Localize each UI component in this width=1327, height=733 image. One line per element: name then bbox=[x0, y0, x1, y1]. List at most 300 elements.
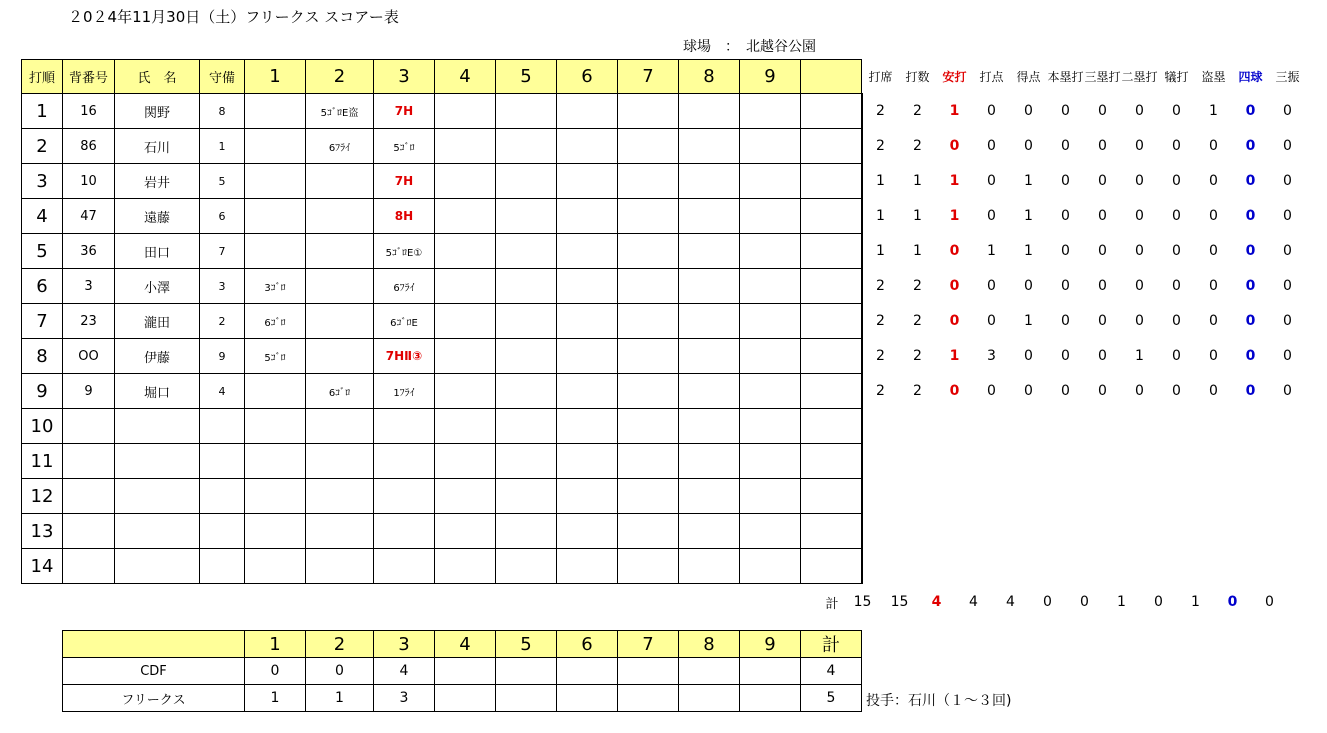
at-bat-result bbox=[618, 199, 679, 234]
at-bat-result bbox=[496, 129, 557, 164]
stat-value: 0 bbox=[1283, 137, 1292, 154]
stat-value: 0 bbox=[1172, 137, 1181, 154]
inning-runs bbox=[435, 658, 496, 685]
at-bat-result bbox=[245, 479, 306, 514]
total-runs: 5 bbox=[801, 685, 862, 712]
batting-order: 7 bbox=[22, 304, 63, 339]
at-bat-result: 6ｺﾞﾛ bbox=[306, 374, 374, 409]
batter-row bbox=[22, 479, 863, 514]
stat-value: 0 bbox=[987, 172, 996, 189]
stat-value: 0 bbox=[1172, 172, 1181, 189]
at-bat-result bbox=[245, 444, 306, 479]
stat-value: 0 bbox=[1135, 207, 1144, 224]
at-bat-result bbox=[618, 374, 679, 409]
player-name: 遠藤 bbox=[115, 199, 200, 234]
batting-order: 12 bbox=[22, 479, 63, 514]
total-value: 1 bbox=[1191, 594, 1200, 610]
stat-value: 0 bbox=[1135, 242, 1144, 259]
batting-order: 11 bbox=[22, 444, 63, 479]
stat-value: 0 bbox=[1135, 312, 1144, 329]
stat-value: 0 bbox=[1024, 382, 1033, 399]
stat-value: 0 bbox=[1245, 242, 1256, 259]
stat-value: 0 bbox=[1098, 172, 1107, 189]
stat-value: 0 bbox=[1209, 242, 1218, 259]
inning-runs: 3 bbox=[374, 685, 435, 712]
at-bat-result bbox=[496, 374, 557, 409]
at-bat-result bbox=[740, 339, 801, 374]
at-bat-result bbox=[435, 304, 496, 339]
at-bat-result bbox=[245, 129, 306, 164]
at-bat-result bbox=[740, 129, 801, 164]
batter-row bbox=[22, 304, 863, 339]
inning-runs bbox=[435, 685, 496, 712]
stats-row bbox=[862, 338, 1306, 373]
stat-value: 0 bbox=[1061, 312, 1070, 329]
at-bat-result bbox=[496, 234, 557, 269]
at-bat-result-hit: 7H bbox=[374, 94, 435, 129]
stat-value: 0 bbox=[1172, 207, 1181, 224]
stat-header: 得点 bbox=[1016, 70, 1041, 84]
at-bat-result: 6ﾌﾗｲ bbox=[306, 129, 374, 164]
stat-header: 三振 bbox=[1275, 70, 1300, 84]
total-value: 4 bbox=[969, 594, 978, 610]
stat-value: 0 bbox=[949, 137, 960, 154]
total-value: 15 bbox=[890, 594, 909, 610]
at-bat-result bbox=[801, 129, 862, 164]
stat-value: 0 bbox=[949, 242, 960, 259]
stat-value: 0 bbox=[1061, 242, 1070, 259]
team-name: フリークス bbox=[63, 685, 245, 712]
stat-value: 1 bbox=[1024, 242, 1033, 259]
inning-runs bbox=[679, 658, 740, 685]
fielding-position: 7 bbox=[200, 234, 245, 269]
at-bat-result bbox=[679, 234, 740, 269]
total-runs: 4 bbox=[801, 658, 862, 685]
inning-runs bbox=[496, 685, 557, 712]
header-inning: 2 bbox=[306, 60, 374, 94]
at-bat-result bbox=[618, 129, 679, 164]
at-bat-result bbox=[679, 479, 740, 514]
stats-row bbox=[862, 93, 1306, 128]
batting-order: 5 bbox=[22, 234, 63, 269]
batter-row bbox=[22, 549, 863, 584]
at-bat-result bbox=[557, 269, 618, 304]
uniform-number: 86 bbox=[63, 129, 115, 164]
at-bat-result bbox=[740, 549, 801, 584]
stat-header: 本塁打 bbox=[1047, 70, 1084, 84]
at-bat-result bbox=[245, 374, 306, 409]
page-title: ２0２4年11月30日（土）フリークス スコアー表 bbox=[68, 8, 399, 26]
fielding-position: 6 bbox=[200, 199, 245, 234]
at-bat-result bbox=[306, 514, 374, 549]
batting-order: 4 bbox=[22, 199, 63, 234]
inning-runs: 1 bbox=[245, 685, 306, 712]
at-bat-result bbox=[618, 339, 679, 374]
header-inning: 3 bbox=[374, 60, 435, 94]
inning-runs bbox=[679, 685, 740, 712]
at-bat-result bbox=[496, 444, 557, 479]
stat-header: 安打 bbox=[942, 70, 967, 84]
at-bat-result bbox=[496, 339, 557, 374]
fielding-position bbox=[200, 479, 245, 514]
at-bat-result bbox=[740, 374, 801, 409]
player-name: 田口 bbox=[115, 234, 200, 269]
stat-value: 0 bbox=[1098, 312, 1107, 329]
at-bat-result bbox=[618, 164, 679, 199]
player-name: 石川 bbox=[115, 129, 200, 164]
at-bat-result bbox=[740, 269, 801, 304]
at-bat-result bbox=[862, 549, 863, 584]
batting-order: 10 bbox=[22, 409, 63, 444]
batter-row bbox=[22, 269, 863, 304]
at-bat-result bbox=[496, 549, 557, 584]
fielding-position: 8 bbox=[200, 94, 245, 129]
batter-row bbox=[22, 129, 863, 164]
at-bat-result bbox=[862, 409, 863, 444]
batter-row bbox=[22, 339, 863, 374]
stat-value: 1 bbox=[913, 207, 922, 224]
at-bat-result bbox=[557, 234, 618, 269]
at-bat-result bbox=[496, 514, 557, 549]
header-inning bbox=[801, 60, 862, 94]
stat-value: 0 bbox=[1024, 137, 1033, 154]
stat-header: 打数 bbox=[905, 70, 930, 84]
at-bat-result bbox=[679, 94, 740, 129]
at-bat-result bbox=[496, 199, 557, 234]
stats-row bbox=[862, 268, 1306, 303]
linescore-header: 8 bbox=[679, 631, 740, 658]
stat-value: 0 bbox=[1098, 242, 1107, 259]
fielding-position: 3 bbox=[200, 269, 245, 304]
linescore-header: 6 bbox=[557, 631, 618, 658]
player-name bbox=[115, 549, 200, 584]
stat-value: 1 bbox=[1024, 207, 1033, 224]
inning-runs bbox=[740, 685, 801, 712]
at-bat-result bbox=[801, 514, 862, 549]
at-bat-result bbox=[679, 514, 740, 549]
stat-header: 盗塁 bbox=[1201, 70, 1226, 84]
linescore-header: 1 bbox=[245, 631, 306, 658]
player-name: 岩井 bbox=[115, 164, 200, 199]
at-bat-result bbox=[496, 269, 557, 304]
player-name: 瀧田 bbox=[115, 304, 200, 339]
fielding-position: 1 bbox=[200, 129, 245, 164]
stat-value: 2 bbox=[876, 277, 885, 294]
at-bat-result bbox=[679, 339, 740, 374]
stat-value: 0 bbox=[987, 312, 996, 329]
inning-runs bbox=[618, 685, 679, 712]
at-bat-result bbox=[245, 514, 306, 549]
player-name: 堀口 bbox=[115, 374, 200, 409]
at-bat-result bbox=[435, 129, 496, 164]
at-bat-result bbox=[801, 199, 862, 234]
stat-value: 0 bbox=[1135, 102, 1144, 119]
header-inning: 7 bbox=[618, 60, 679, 94]
total-value: 15 bbox=[853, 594, 872, 610]
stat-value: 0 bbox=[1245, 312, 1256, 329]
inning-runs: 0 bbox=[245, 658, 306, 685]
at-bat-result bbox=[557, 374, 618, 409]
stat-value: 0 bbox=[1245, 277, 1256, 294]
scorebook-table bbox=[21, 59, 863, 584]
at-bat-result bbox=[618, 409, 679, 444]
at-bat-result bbox=[435, 514, 496, 549]
totals-row bbox=[820, 592, 1288, 612]
stat-value: 0 bbox=[1283, 172, 1292, 189]
fielding-position: 2 bbox=[200, 304, 245, 339]
stat-value: 0 bbox=[1098, 137, 1107, 154]
at-bat-result bbox=[679, 304, 740, 339]
at-bat-result bbox=[801, 444, 862, 479]
at-bat-result bbox=[374, 479, 435, 514]
fielding-position bbox=[200, 549, 245, 584]
stat-value: 0 bbox=[1209, 312, 1218, 329]
stat-value: 1 bbox=[949, 172, 960, 189]
stat-header: 二塁打 bbox=[1121, 70, 1158, 84]
stat-value: 0 bbox=[1245, 172, 1256, 189]
inning-runs bbox=[618, 658, 679, 685]
at-bat-result bbox=[435, 199, 496, 234]
at-bat-result bbox=[557, 199, 618, 234]
stat-value: 0 bbox=[1172, 347, 1181, 364]
stat-value: 0 bbox=[1024, 102, 1033, 119]
uniform-number bbox=[63, 479, 115, 514]
at-bat-result bbox=[557, 339, 618, 374]
at-bat-result bbox=[245, 549, 306, 584]
stat-value: 0 bbox=[1209, 137, 1218, 154]
batting-order: 6 bbox=[22, 269, 63, 304]
stat-value: 0 bbox=[1283, 382, 1292, 399]
at-bat-result bbox=[374, 444, 435, 479]
at-bat-result: 6ｺﾞﾛE bbox=[374, 304, 435, 339]
header-position: 守備 bbox=[200, 60, 245, 94]
stat-value: 2 bbox=[913, 102, 922, 119]
batter-row bbox=[22, 409, 863, 444]
batter-row bbox=[22, 199, 863, 234]
stat-value: 1 bbox=[949, 102, 960, 119]
at-bat-result bbox=[557, 444, 618, 479]
at-bat-result bbox=[306, 234, 374, 269]
at-bat-result bbox=[740, 514, 801, 549]
team-name: CDF bbox=[63, 658, 245, 685]
inning-runs: 0 bbox=[306, 658, 374, 685]
stat-value: 0 bbox=[987, 102, 996, 119]
fielding-position bbox=[200, 514, 245, 549]
stat-value: 0 bbox=[1061, 137, 1070, 154]
totals-label: 計 bbox=[825, 596, 839, 612]
batting-order: 14 bbox=[22, 549, 63, 584]
scorebook-header-row bbox=[22, 60, 863, 94]
at-bat-result-hit: 7HⅡ③ bbox=[374, 339, 435, 374]
stat-value: 1 bbox=[876, 207, 885, 224]
at-bat-result bbox=[801, 94, 862, 129]
player-name bbox=[115, 409, 200, 444]
header-number: 背番号 bbox=[63, 60, 115, 94]
stat-value: 0 bbox=[1024, 347, 1033, 364]
stat-value: 0 bbox=[1172, 312, 1181, 329]
at-bat-result bbox=[801, 409, 862, 444]
stats-row bbox=[862, 198, 1306, 233]
linescore-header bbox=[63, 631, 245, 658]
stat-value: 0 bbox=[987, 207, 996, 224]
at-bat-result bbox=[435, 269, 496, 304]
stat-header: 三塁打 bbox=[1084, 70, 1121, 84]
stat-value: 0 bbox=[1061, 102, 1070, 119]
header-inning: 5 bbox=[496, 60, 557, 94]
at-bat-result: 5ｺﾞﾛE盗 bbox=[306, 94, 374, 129]
at-bat-result bbox=[618, 94, 679, 129]
stat-value: 1 bbox=[876, 242, 885, 259]
linescore-header: 4 bbox=[435, 631, 496, 658]
at-bat-result bbox=[862, 479, 863, 514]
at-bat-result bbox=[245, 234, 306, 269]
at-bat-result bbox=[306, 304, 374, 339]
at-bat-result bbox=[306, 444, 374, 479]
uniform-number: 16 bbox=[63, 94, 115, 129]
at-bat-result bbox=[557, 164, 618, 199]
fielding-position: 5 bbox=[200, 164, 245, 199]
at-bat-result bbox=[496, 409, 557, 444]
batting-order: 2 bbox=[22, 129, 63, 164]
at-bat-result bbox=[557, 479, 618, 514]
at-bat-result bbox=[435, 374, 496, 409]
fielding-position: 9 bbox=[200, 339, 245, 374]
total-value: 0 bbox=[1043, 594, 1052, 610]
at-bat-result bbox=[435, 409, 496, 444]
at-bat-result bbox=[435, 444, 496, 479]
stat-value: 0 bbox=[1283, 347, 1292, 364]
stat-value: 0 bbox=[1061, 207, 1070, 224]
stat-value: 0 bbox=[1245, 102, 1256, 119]
at-bat-result bbox=[306, 199, 374, 234]
stat-value: 1 bbox=[987, 242, 996, 259]
fielding-position: 4 bbox=[200, 374, 245, 409]
stat-value: 2 bbox=[876, 312, 885, 329]
at-bat-result bbox=[557, 549, 618, 584]
stat-header: 打席 bbox=[868, 70, 893, 84]
stat-value: 0 bbox=[949, 277, 960, 294]
at-bat-result bbox=[496, 304, 557, 339]
stat-value: 0 bbox=[1135, 137, 1144, 154]
uniform-number bbox=[63, 409, 115, 444]
at-bat-result bbox=[245, 94, 306, 129]
uniform-number: 10 bbox=[63, 164, 115, 199]
at-bat-result bbox=[740, 304, 801, 339]
batting-order: 8 bbox=[22, 339, 63, 374]
at-bat-result: 3ｺﾞﾛ bbox=[245, 269, 306, 304]
linescore-header: 3 bbox=[374, 631, 435, 658]
stat-value: 0 bbox=[949, 382, 960, 399]
batter-row bbox=[22, 514, 863, 549]
total-value: 1 bbox=[1117, 594, 1126, 610]
at-bat-result bbox=[801, 304, 862, 339]
linescore-row bbox=[63, 685, 862, 712]
fielding-position bbox=[200, 444, 245, 479]
at-bat-result bbox=[306, 339, 374, 374]
stats-header-row bbox=[862, 60, 1306, 93]
stat-value: 0 bbox=[1135, 277, 1144, 294]
venue-label: 球場 ： 北越谷公園 bbox=[683, 39, 816, 55]
at-bat-result bbox=[618, 269, 679, 304]
at-bat-result bbox=[435, 164, 496, 199]
stat-value: 0 bbox=[987, 137, 996, 154]
player-name bbox=[115, 444, 200, 479]
stat-value: 1 bbox=[1135, 347, 1144, 364]
at-bat-result bbox=[435, 479, 496, 514]
stat-value: 0 bbox=[1245, 137, 1256, 154]
stat-value: 0 bbox=[1098, 277, 1107, 294]
stat-value: 1 bbox=[876, 172, 885, 189]
inning-runs bbox=[557, 658, 618, 685]
stat-value: 0 bbox=[1061, 382, 1070, 399]
batter-row bbox=[22, 164, 863, 199]
stat-value: 2 bbox=[913, 312, 922, 329]
player-name: 小澤 bbox=[115, 269, 200, 304]
stat-value: 0 bbox=[1209, 277, 1218, 294]
stat-value: 2 bbox=[876, 137, 885, 154]
at-bat-result bbox=[557, 304, 618, 339]
header-name: 氏 名 bbox=[115, 60, 200, 94]
at-bat-result bbox=[801, 479, 862, 514]
stat-value: 1 bbox=[1024, 172, 1033, 189]
uniform-number: 47 bbox=[63, 199, 115, 234]
stat-value: 0 bbox=[1209, 172, 1218, 189]
totals-table bbox=[820, 592, 1288, 612]
batting-order: 1 bbox=[22, 94, 63, 129]
stat-header: 犠打 bbox=[1164, 70, 1189, 84]
stat-value: 2 bbox=[913, 277, 922, 294]
at-bat-result bbox=[801, 164, 862, 199]
at-bat-result: 5ｺﾞﾛ bbox=[374, 129, 435, 164]
at-bat-result bbox=[496, 94, 557, 129]
stat-value: 0 bbox=[1283, 207, 1292, 224]
at-bat-result bbox=[740, 164, 801, 199]
at-bat-result bbox=[618, 514, 679, 549]
stat-value: 1 bbox=[913, 172, 922, 189]
at-bat-result bbox=[306, 269, 374, 304]
stat-value: 0 bbox=[1283, 277, 1292, 294]
at-bat-result bbox=[245, 164, 306, 199]
batting-order: 3 bbox=[22, 164, 63, 199]
stats-row bbox=[862, 128, 1306, 163]
stat-value: 2 bbox=[913, 382, 922, 399]
stats-row bbox=[862, 163, 1306, 198]
at-bat-result bbox=[618, 479, 679, 514]
at-bat-result bbox=[435, 549, 496, 584]
at-bat-result: 6ﾌﾗｲ bbox=[374, 269, 435, 304]
uniform-number: 3 bbox=[63, 269, 115, 304]
at-bat-result bbox=[557, 514, 618, 549]
at-bat-result bbox=[618, 234, 679, 269]
batting-order: 9 bbox=[22, 374, 63, 409]
batting-order: 13 bbox=[22, 514, 63, 549]
at-bat-result bbox=[740, 234, 801, 269]
at-bat-result bbox=[435, 339, 496, 374]
header-inning: 4 bbox=[435, 60, 496, 94]
stat-value: 2 bbox=[876, 382, 885, 399]
at-bat-result bbox=[679, 549, 740, 584]
at-bat-result bbox=[801, 374, 862, 409]
at-bat-result: 1ﾌﾗｲ bbox=[374, 374, 435, 409]
at-bat-result bbox=[306, 164, 374, 199]
stat-value: 1 bbox=[1024, 312, 1033, 329]
stat-value: 0 bbox=[1245, 207, 1256, 224]
at-bat-result-hit: 7H bbox=[374, 164, 435, 199]
at-bat-result: 6ｺﾞﾛ bbox=[245, 304, 306, 339]
at-bat-result bbox=[679, 374, 740, 409]
stat-value: 0 bbox=[1209, 382, 1218, 399]
batter-row bbox=[22, 444, 863, 479]
